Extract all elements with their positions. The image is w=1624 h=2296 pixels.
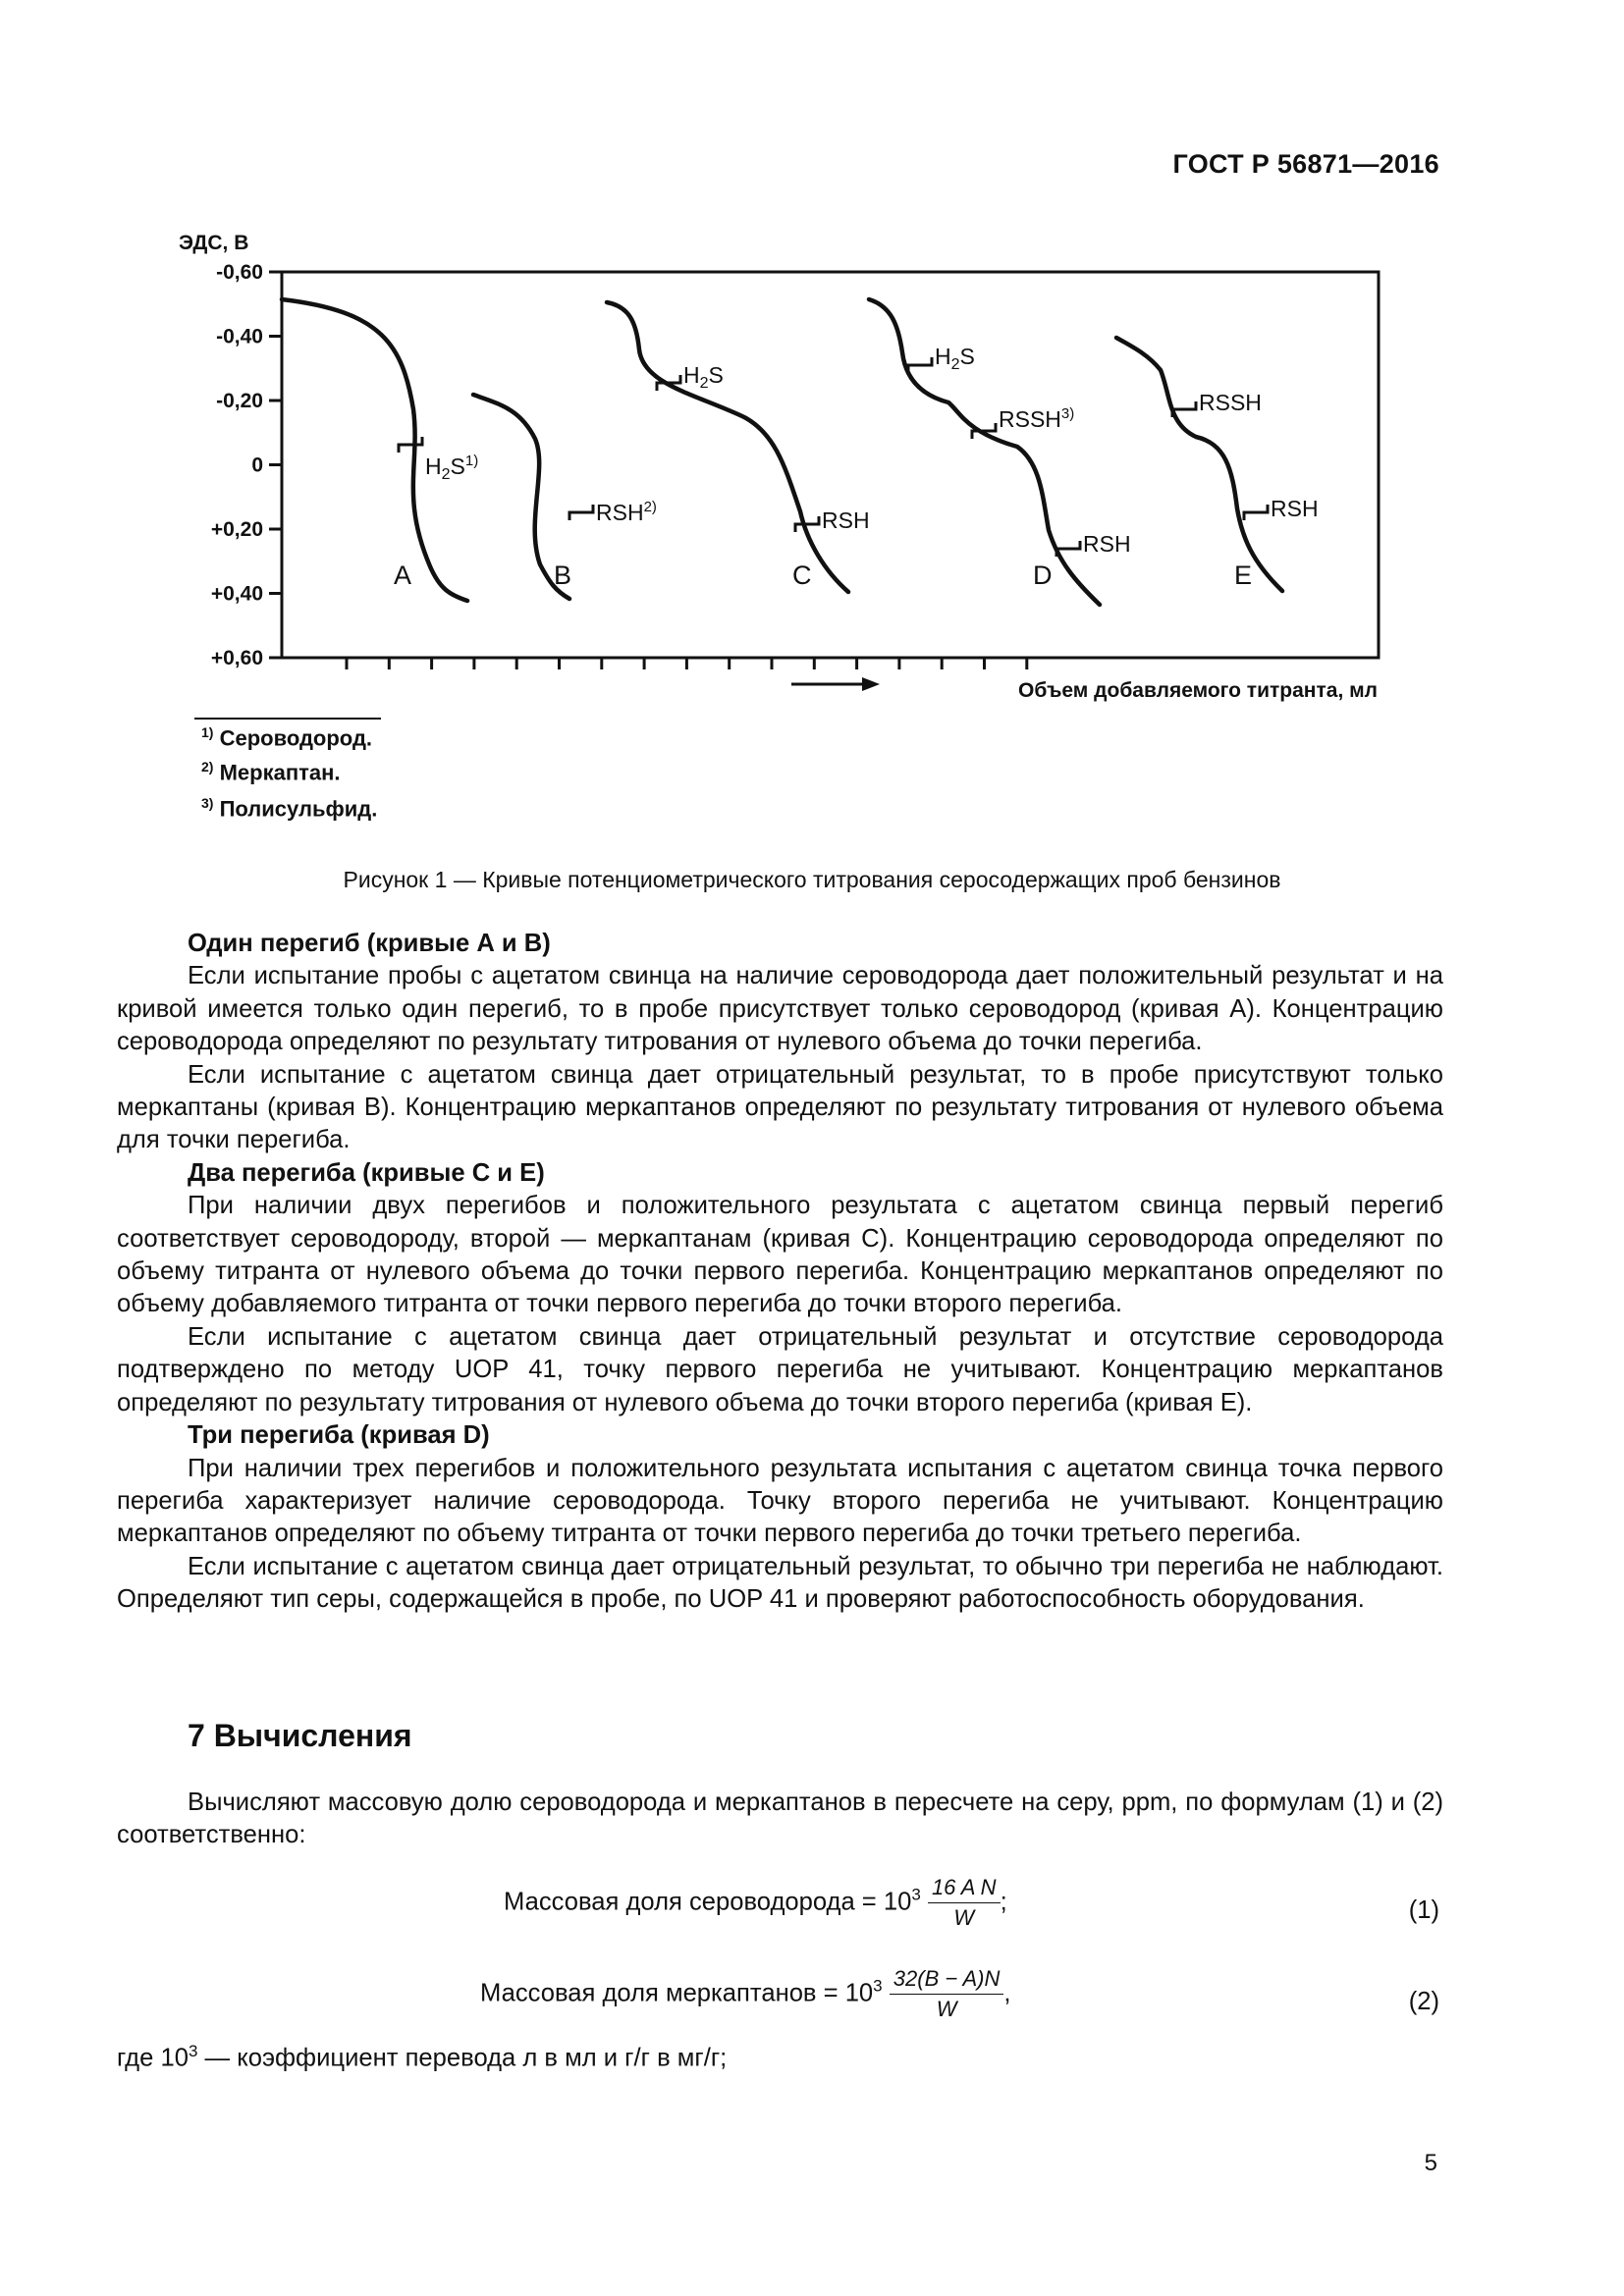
page-number: 5 [1424, 2150, 1437, 2176]
y-tick-label: -0,20 [216, 390, 263, 412]
inflection-label: $H_2S$ [935, 344, 975, 373]
inflection-label: RSSH$^{3)}$ [999, 405, 1075, 432]
y-tick-label: +0,20 [210, 518, 263, 541]
document-id: ГОСТ Р 56871—2016 [1172, 149, 1439, 179]
formula-1-expression: Массовая доля сероводорода = $10^3$ $\frac{\text{16 A N}}{W}$ ; [504, 1875, 1007, 1930]
inflection-marker [908, 357, 932, 373]
paragraph: При наличии трех перегибов и положительного результата испытания с ацетатом свинца точка первого перегиба характеризует наличие сероводорода. Точку второго перегиба не учитывают. Концентрацию меркаптанов определяют по объему титранта от точки первого перегиба до точки третьего перегиба. [117, 1454, 1443, 1548]
titration-curve-A [282, 299, 467, 601]
paragraph: Если испытание пробы с ацетатом свинца на наличие сероводорода дает положительный результат и на кривой имеется только один перегиб, то в пробе присутствует только сероводород (кривая А). Концентрацию сероводорода определяют по результату титрования от нулевого объема до точки перегиба. [117, 962, 1443, 1056]
y-axis-label: ЭДС, В [179, 232, 249, 254]
figure-caption: Рисунок 1 — Кривые потенциометрического титрования серосодержащих проб бензинов [343, 867, 1281, 892]
formula-2-expression: Массовая доля меркаптанов = $10^3$ $\frac{32(B - A)N}{W}$ , [480, 1966, 1011, 2021]
inflection-label: $H_2S$ [683, 362, 724, 392]
section-title: 7 Вычисления [188, 1718, 412, 1753]
curve-letter: C [792, 561, 812, 590]
y-tick-label: 0 [251, 454, 263, 477]
plot-frame [282, 272, 1379, 658]
paragraph: Если испытание с ацетатом свинца дает отрицательный результат, то обычно три перегиба не наблюдают. Определяют тип серы, содержащейся в пробе, по UOP 41 и проверяют работоспособность оборудования. [117, 1552, 1443, 1614]
heading-one-inflection: Один перегиб (кривые А и В) [188, 930, 551, 957]
y-tick-label: -0,60 [216, 261, 263, 284]
x-axis-label: Объем добавляемого титранта, мл [1018, 679, 1378, 702]
formula-1-number: (1) [1408, 1896, 1439, 1924]
inflection-label: RSH [1271, 496, 1319, 521]
titration-curve-C [607, 302, 848, 592]
y-tick-label: -0,40 [216, 325, 263, 348]
titration-chart [167, 228, 1414, 719]
paragraph: Если испытание с ацетатом свинца дает отрицательный результат, то в пробе присутствуют только меркаптаны (кривая В). Концентрацию меркаптанов определяют по результату титрования от нулевого объема для точки перегиба. [117, 1060, 1443, 1154]
x-axis-arrow-head [862, 677, 880, 691]
paragraph: Если испытание с ацетатом свинца дает отрицательный результат и отсутствие сероводорода подтверждено по методу UOP 41, точку первого перегиба не учитывают. Концентрацию меркаптанов определяют по результату титрования от нулевого объема до точки второго перегиба (кривая Е). [117, 1322, 1443, 1416]
footnote-2: $^{2)}$ Меркаптан. [201, 759, 341, 785]
inflection-label: RSH [822, 507, 870, 533]
footnote-3: $^{3)}$ Полисульфид. [201, 795, 378, 822]
footnote-1: $^{1)}$ Сероводород. [201, 724, 373, 751]
curve-letter: B [554, 561, 572, 590]
curve-letter: A [394, 561, 412, 590]
paragraph: При наличии двух перегибов и положительного результата с ацетатом свинца первый перегиб соответствует сероводороду, второй — меркаптанам (кривая С). Концентрацию сероводорода определяют по объему титранта от нулевого объема до точки первого перегиба. Концентрацию меркаптанов определяют по объему добавляемого титранта от точки первого перегиба до точки второго перегиба. [117, 1192, 1443, 1318]
inflection-label: RSH [1083, 531, 1131, 557]
paragraph: Вычисляют массовую долю сероводорода и меркаптанов в пересчете на серу, ppm, по формулам (1) и (2) соответственно: [117, 1789, 1443, 1849]
formula-2-number: (2) [1408, 1988, 1439, 2015]
section-intro [117, 1787, 1443, 1852]
inflection-marker [569, 505, 593, 520]
where-clause: где $10^3$ — коэффициент перевода л в мл и г/г в мг/г; [117, 2042, 728, 2072]
formula-2-fraction: $\frac{32(B - A)N}{W}$ [890, 1966, 1004, 2022]
body-text [117, 928, 1443, 1617]
inflection-label: RSSH [1199, 390, 1262, 415]
heading-three-inflections: Три перегиба (кривая D) [188, 1421, 490, 1450]
footnote-separator [194, 718, 381, 720]
heading-two-inflections: Два перегиба (кривые С и Е) [188, 1158, 545, 1187]
y-tick-label: +0,40 [210, 582, 263, 606]
inflection-marker [1244, 505, 1268, 520]
titration-curve-E [1116, 338, 1282, 591]
curve-letter: D [1033, 561, 1053, 590]
y-tick-label: +0,60 [210, 647, 263, 669]
inflection-marker [399, 437, 422, 453]
inflection-label: RSH$^{2)}$ [596, 499, 657, 525]
curve-letter: E [1234, 561, 1253, 590]
formula-1-fraction: $\frac{\text{16 A N}}{W}$ [928, 1875, 1001, 1931]
inflection-label: $H_2S^{1)}$ [425, 453, 479, 483]
titration-curve-D [869, 299, 1100, 605]
